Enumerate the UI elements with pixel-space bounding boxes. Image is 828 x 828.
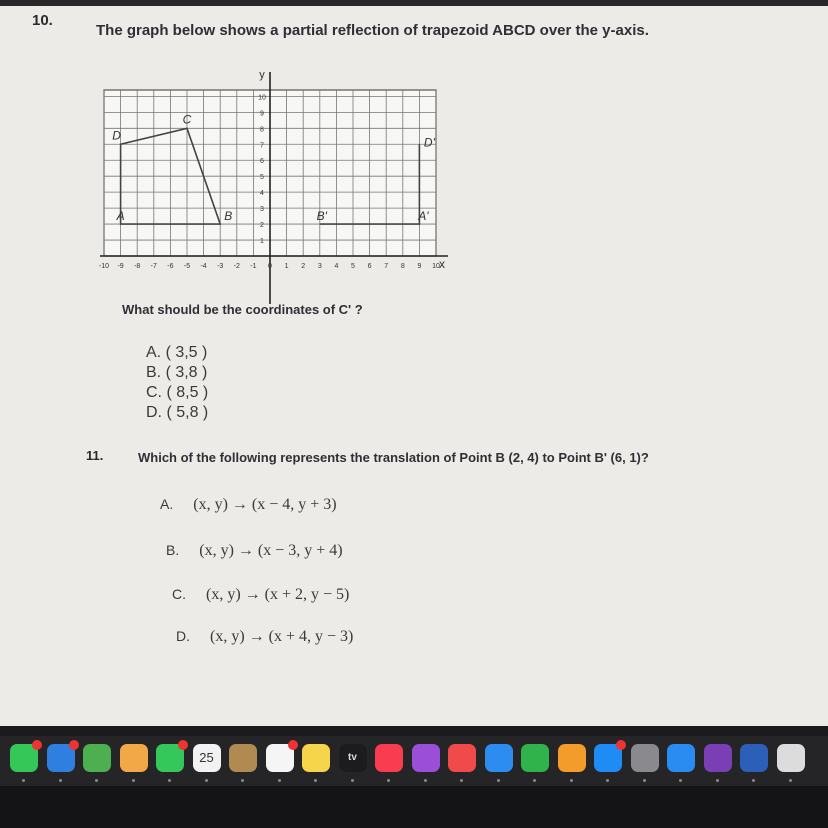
onenote-icon[interactable] [704, 744, 732, 772]
y-tick-label: 6 [260, 158, 264, 166]
question-10-prompt: The graph below shows a partial reflection of trapezoid ABCD over the y-axis. [96, 22, 649, 39]
x-tick-label: 1 [284, 263, 289, 270]
apple-tv-icon[interactable] [339, 744, 367, 772]
running-indicator [497, 779, 500, 782]
vertex-label-a: A [116, 209, 125, 224]
podcasts-icon[interactable] [412, 744, 440, 772]
keynote-icon[interactable] [485, 744, 513, 772]
y-tick-label: 8 [260, 126, 264, 134]
x-tick-label: 6 [367, 263, 372, 270]
running-indicator [643, 779, 646, 782]
messages-icon[interactable] [10, 744, 38, 772]
reminders-icon[interactable] [266, 744, 294, 772]
running-indicator [205, 779, 208, 782]
running-indicator [789, 779, 792, 782]
running-indicator [314, 779, 317, 782]
mail-icon[interactable] [47, 744, 75, 772]
x-tick-label: 3 [317, 263, 322, 270]
question-10-number: 10. [32, 12, 53, 29]
vertex-label-b: B [224, 209, 233, 224]
x-tick-label: 5 [351, 263, 355, 270]
running-indicator [679, 779, 682, 782]
pages-icon[interactable] [558, 744, 586, 772]
running-indicator [424, 779, 427, 782]
running-indicator [606, 779, 609, 782]
image-vertex-label: A' [418, 209, 429, 224]
y-tick-label: 10 [258, 94, 266, 102]
word-icon[interactable] [740, 744, 768, 772]
running-indicator [132, 779, 135, 782]
x-tick-label: -9 [117, 263, 124, 270]
running-indicator [533, 779, 536, 782]
x-tick-label: -5 [183, 263, 191, 270]
q10-option-c[interactable]: C. ( 8,5 ) [146, 384, 209, 401]
q11-option-c[interactable]: C. (x, y) → (x + 2, y − 5) [172, 586, 350, 603]
tv-label: tv [348, 752, 357, 763]
running-indicator [387, 779, 390, 782]
q11-option-b[interactable]: B. (x, y) → (x − 3, y + 4) [166, 542, 343, 559]
vertex-label-d: D [112, 128, 121, 143]
x-tick-label: 9 [417, 263, 422, 270]
worksheet-page [0, 6, 828, 726]
x-tick-label: 0 [268, 263, 272, 270]
maps-icon[interactable] [83, 744, 111, 772]
y-tick-label: 4 [260, 190, 264, 198]
running-indicator [22, 779, 25, 782]
notification-badge [178, 740, 188, 750]
question-11-number: 11. [86, 448, 104, 463]
photos-icon[interactable] [120, 744, 148, 772]
y-tick-label: 7 [260, 142, 264, 150]
safari-icon[interactable] [667, 744, 695, 772]
image-vertex-label: D' [423, 135, 435, 150]
x-axis-label: x [439, 257, 445, 271]
x-tick-label: 10 [432, 263, 440, 270]
x-tick-label: 4 [334, 263, 339, 270]
notification-badge [32, 740, 42, 750]
screen-bezel-bottom [0, 786, 828, 828]
x-tick-label: 7 [384, 263, 389, 270]
y-axis-label: y [259, 69, 265, 81]
running-indicator [59, 779, 62, 782]
running-indicator [95, 779, 98, 782]
q11-option-a[interactable]: A. (x, y) → (x − 4, y + 3) [160, 496, 337, 513]
question-11-prompt: Which of the following represents the translation of Point B (2, 4) to Point B' (6, 1)? [138, 450, 649, 465]
running-indicator [460, 779, 463, 782]
y-tick-label: 2 [260, 222, 264, 230]
notification-badge [69, 740, 79, 750]
y-tick-label: 1 [260, 238, 264, 246]
finder-icon[interactable] [777, 744, 805, 772]
q10-option-d[interactable]: D. ( 5,8 ) [146, 404, 209, 421]
music-icon[interactable] [375, 744, 403, 772]
y-tick-label: 3 [260, 206, 264, 214]
facetime-icon[interactable] [156, 744, 184, 772]
notification-badge [288, 740, 298, 750]
q11-option-d[interactable]: D. (x, y) → (x + 4, y − 3) [176, 628, 354, 645]
image-vertex-label: B' [316, 209, 327, 224]
running-indicator [570, 779, 573, 782]
q10-option-b[interactable]: B. ( 3,8 ) [146, 364, 208, 381]
x-tick-label: -8 [134, 263, 141, 270]
x-tick-label: 2 [301, 263, 306, 270]
x-tick-label: -6 [167, 263, 174, 270]
running-indicator [716, 779, 719, 782]
contacts-icon[interactable] [229, 744, 257, 772]
app-store-icon[interactable] [594, 744, 622, 772]
running-indicator [351, 779, 354, 782]
coordinate-graph [100, 68, 452, 308]
x-tick-label: -4 [200, 263, 207, 270]
notification-badge [616, 740, 626, 750]
y-tick-label: 9 [260, 110, 264, 118]
y-tick-label: 5 [260, 174, 264, 182]
news-icon[interactable] [448, 744, 476, 772]
x-tick-label: -2 [233, 263, 240, 270]
q10-option-a[interactable]: A. ( 3,5 ) [146, 344, 208, 361]
x-tick-label: 8 [400, 263, 405, 270]
notes-icon[interactable] [302, 744, 330, 772]
x-tick-label: -3 [217, 263, 224, 270]
calendar-day-label: 25 [199, 750, 214, 765]
running-indicator [168, 779, 171, 782]
system-preferences-icon[interactable] [631, 744, 659, 772]
calendar-icon[interactable] [193, 744, 221, 772]
x-tick-label: -7 [150, 263, 157, 270]
x-tick-label: -10 [98, 263, 110, 270]
running-indicator [241, 779, 244, 782]
question-10-question: What should be the coordinates of C' ? [122, 302, 363, 317]
x-tick-label: -1 [250, 263, 257, 270]
running-indicator [278, 779, 281, 782]
running-indicator [752, 779, 755, 782]
numbers-icon[interactable] [521, 744, 549, 772]
vertex-label-c: C [182, 112, 192, 127]
